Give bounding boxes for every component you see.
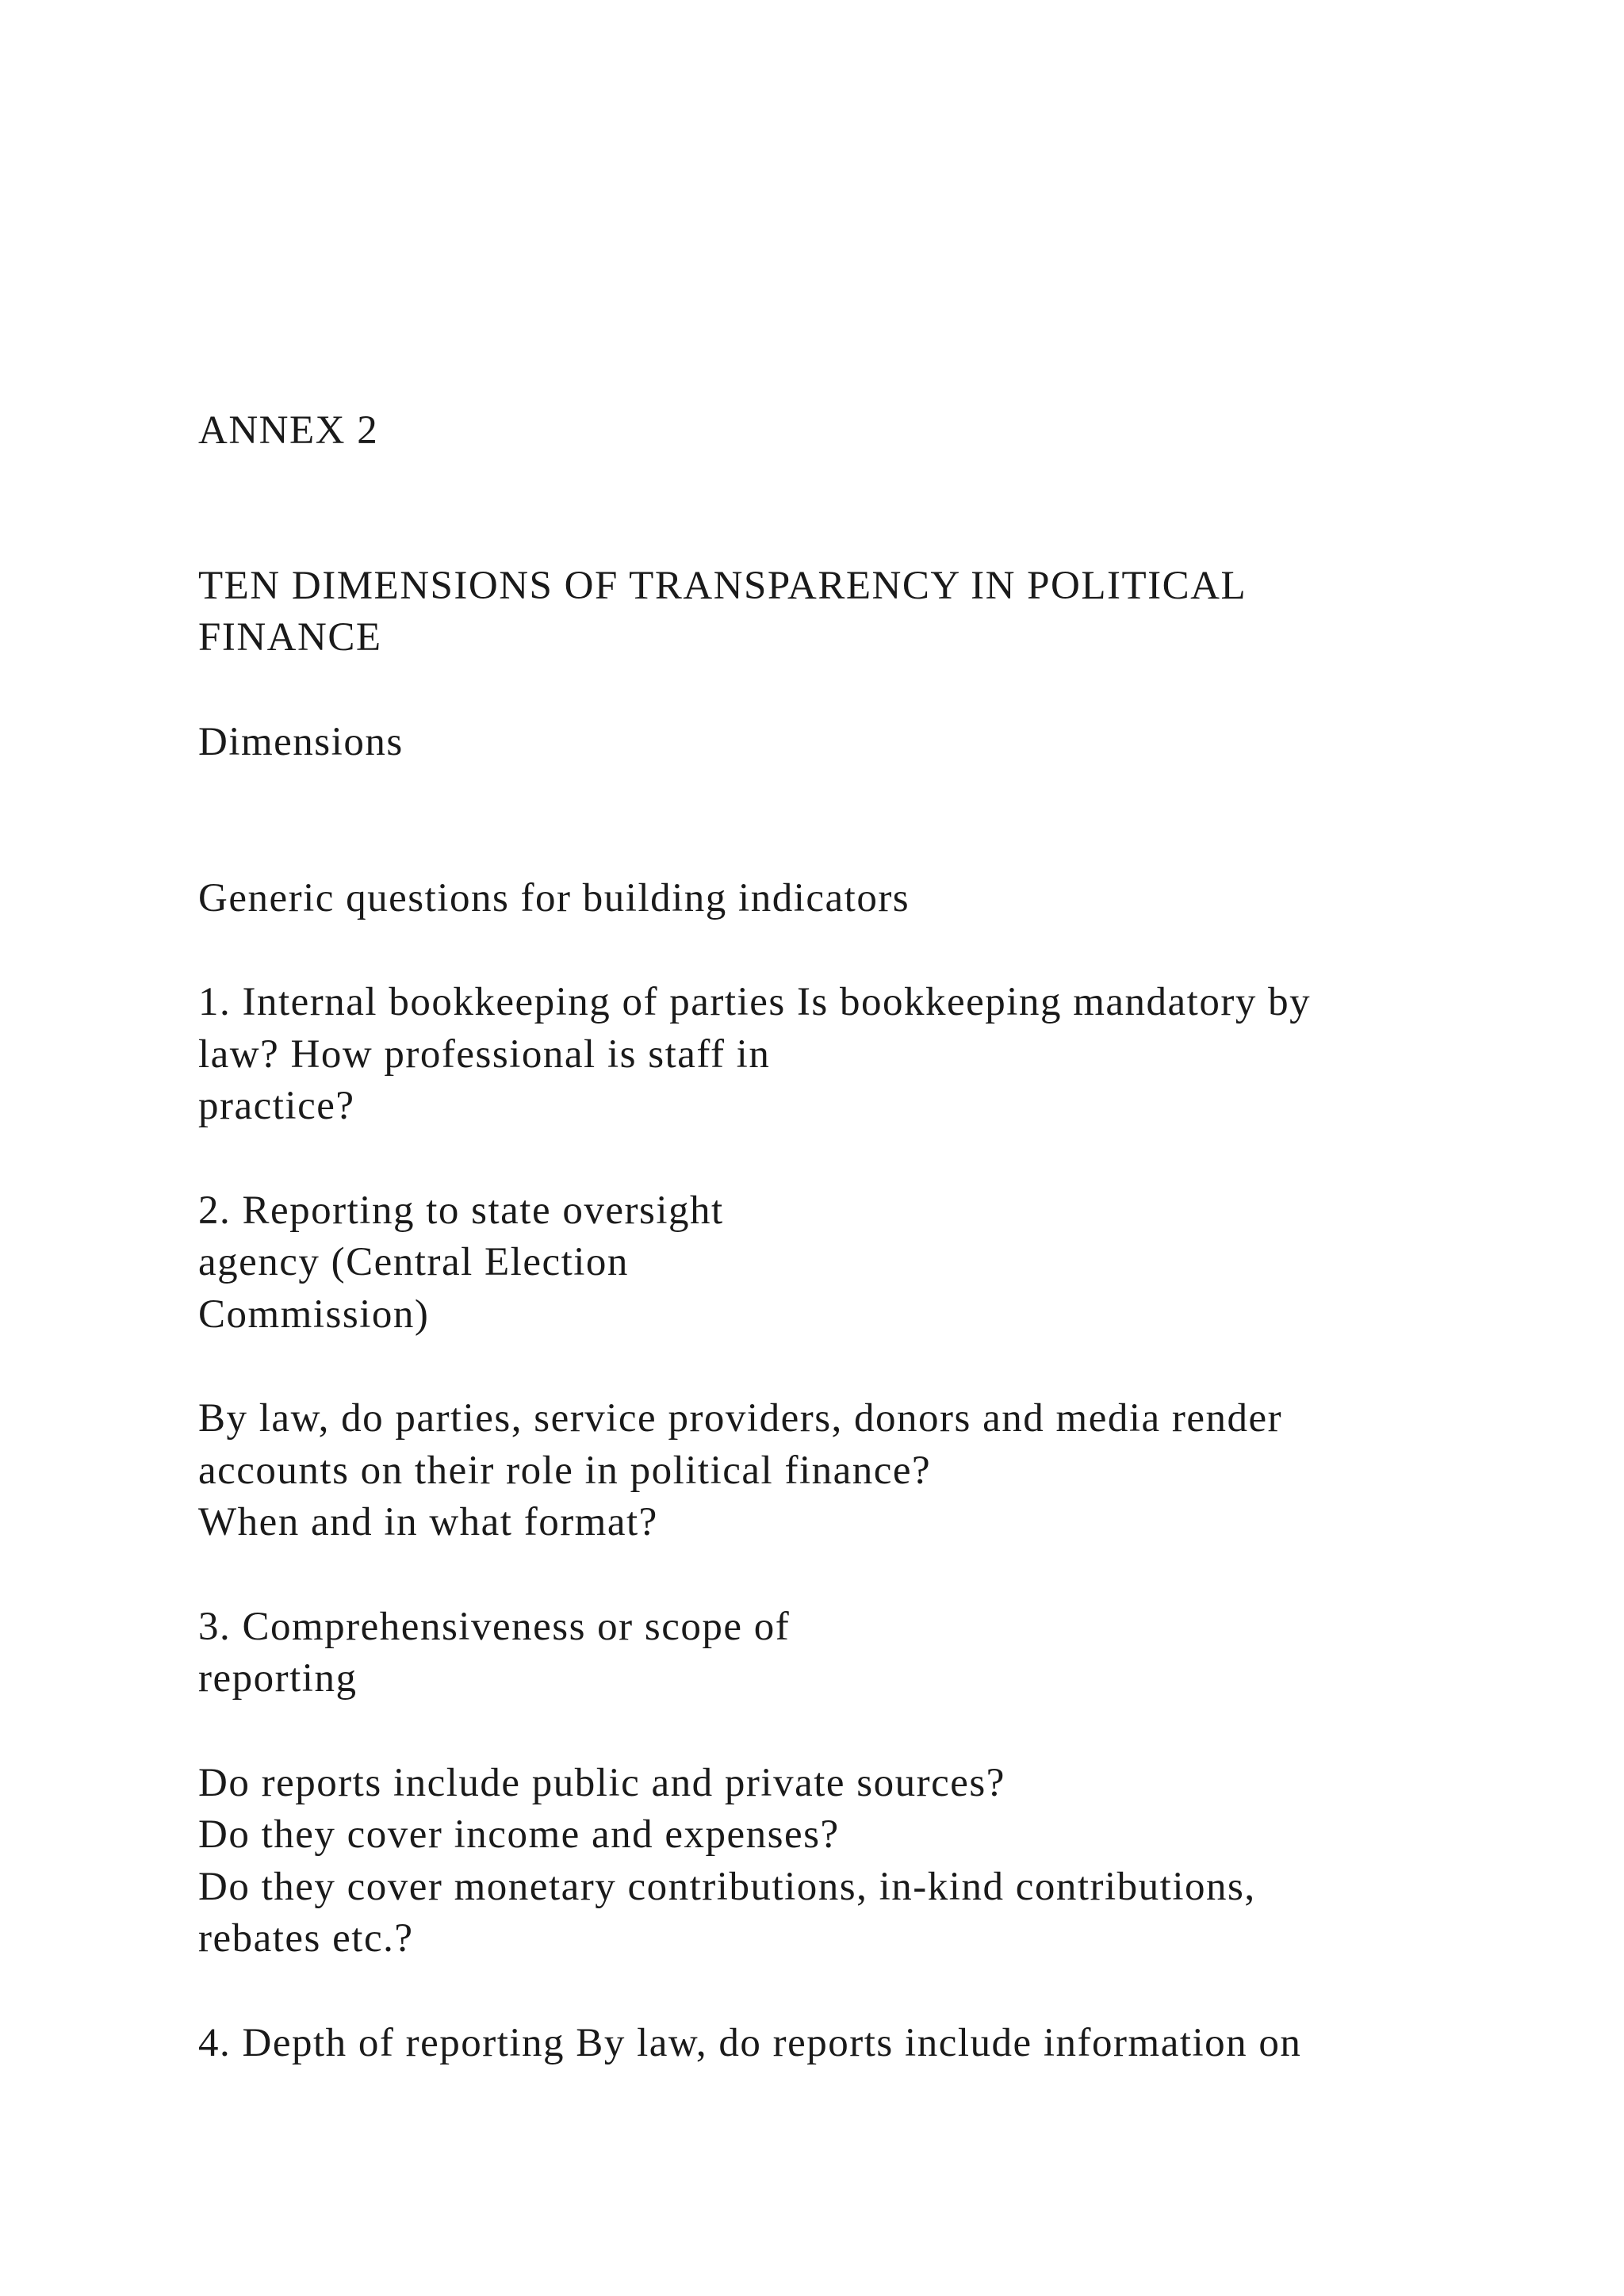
- item-3-question-line-1: Do reports include public and private sources?: [198, 1761, 1005, 1805]
- item-3-question-line-3: Do they cover monetary contributions, in-kind contributions,: [198, 1865, 1256, 1909]
- item-2-question-line-1: By law, do parties, service providers, donors and media render: [198, 1396, 1283, 1441]
- item-2-line-1: 2. Reporting to state oversight: [198, 1188, 724, 1233]
- item-1-line-3: practice?: [198, 1084, 355, 1128]
- document-title-line-1: TEN DIMENSIONS OF TRANSPARENCY IN POLITICAL: [198, 564, 1247, 608]
- item-2-question-line-3: When and in what format?: [198, 1500, 658, 1544]
- item-2-line-2: agency (Central Election: [198, 1240, 629, 1284]
- annex-heading: ANNEX 2: [198, 408, 379, 453]
- item-2-question-line-2: accounts on their role in political finance?: [198, 1448, 932, 1493]
- item-1-line-1: 1. Internal bookkeeping of parties Is bookkeeping mandatory by: [198, 980, 1312, 1024]
- item-3-question-line-2: Do they cover income and expenses?: [198, 1812, 840, 1857]
- item-3-line-2: reporting: [198, 1656, 358, 1701]
- item-1-line-2: law? How professional is staff in: [198, 1032, 771, 1077]
- item-3-line-1: 3. Comprehensiveness or scope of: [198, 1605, 791, 1649]
- document-title-line-2: FINANCE: [198, 615, 382, 660]
- item-2-line-3: Commission): [198, 1292, 430, 1337]
- item-4-line-1: 4. Depth of reporting By law, do reports include information on: [198, 2021, 1302, 2065]
- item-3-question-line-4: rebates etc.?: [198, 1916, 414, 1961]
- generic-questions-heading: Generic questions for building indicators: [198, 876, 910, 920]
- dimensions-heading: Dimensions: [198, 720, 404, 764]
